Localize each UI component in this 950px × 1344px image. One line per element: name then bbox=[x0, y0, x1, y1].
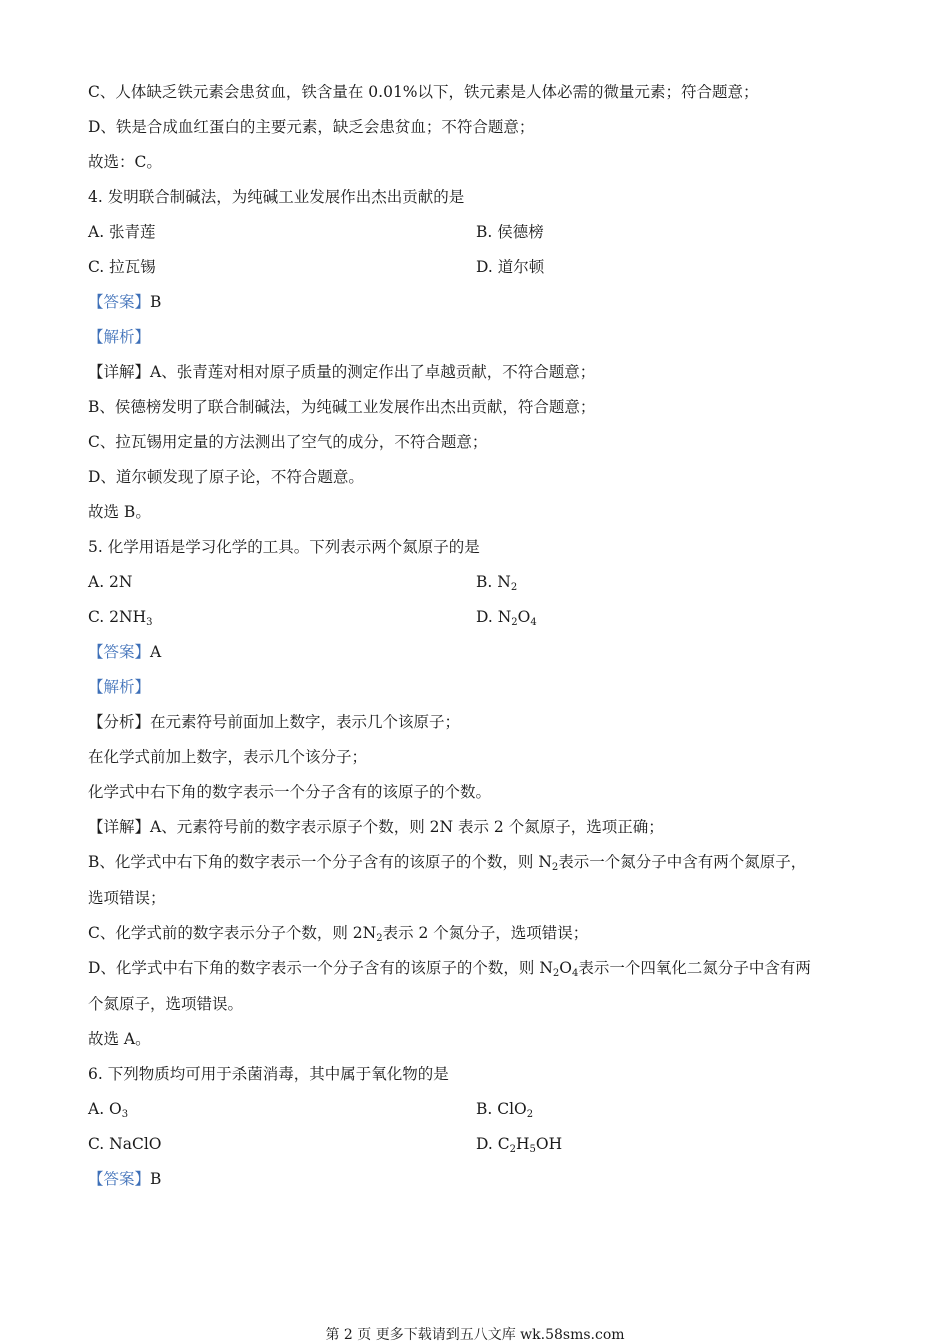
q5-jiexi: 【解析】 bbox=[88, 678, 151, 696]
q4-option-c: C. 拉瓦锡 bbox=[88, 258, 156, 276]
answer-value: B bbox=[150, 293, 162, 311]
q5-answer bbox=[88, 642, 161, 662]
q6-option-c: C. NaClO bbox=[88, 1135, 162, 1153]
q5-detail-2: B、化学式中右下角的数字表示一个分子含有的该原子的个数，则 $N_2$表示一个氮分子中含有两个氮原子， bbox=[88, 853, 807, 873]
q5-option-b: B. $N_2$ bbox=[476, 573, 518, 593]
q5-detail-4: D、化学式中右下角的数字表示一个分子含有的该原子的个数，则 $N_2O_4$表示一个四氧化二氮分子中含有两 bbox=[88, 959, 811, 979]
q5-detail-1: 【详解】A、元素符号前的数字表示原子个数，则 2N 表示 2 个氮原子，选项正确； bbox=[88, 818, 664, 836]
q4-conclusion: 故选 B。 bbox=[88, 503, 151, 521]
q5-option-d: D. $N_2O_4$ bbox=[476, 608, 537, 628]
q5-analysis-3: 化学式中右下角的数字表示一个分子含有的该原子的个数。 bbox=[88, 783, 492, 801]
q5-detail-3: C、化学式前的数字表示分子个数，则 $2N_2$表示 2 个氮分子，选项错误； bbox=[88, 924, 589, 944]
q4-option-b: B. 侯德榜 bbox=[476, 223, 544, 241]
answer-label: 【答案】 bbox=[88, 1170, 151, 1188]
line-1: C、人体缺乏铁元素会患贫血，铁含量在 0.01%以下，铁元素是人体必需的微量元素；符合题意； bbox=[88, 83, 759, 101]
page-footer: 第 2 页 更多下载请到五八文库 wk.58sms.com bbox=[325, 1327, 625, 1343]
q4-answer bbox=[88, 292, 161, 312]
q4-option-d: D. 道尔顿 bbox=[476, 258, 545, 276]
q5-option-a: A. 2N bbox=[88, 573, 133, 591]
q6-answer bbox=[88, 1169, 161, 1189]
q4-detail-4: D、道尔顿发现了原子论，不符合题意。 bbox=[88, 468, 364, 486]
question-4: 4. 发明联合制碱法，为纯碱工业发展作出杰出贡献的是 bbox=[88, 188, 465, 206]
line-2: D、铁是合成血红蛋白的主要元素，缺乏会患贫血；不符合题意； bbox=[88, 118, 535, 136]
q6-option-a: A. $O_3$ bbox=[88, 1100, 129, 1120]
question-5: 5. 化学用语是学习化学的工具。下列表示两个氮原子的是 bbox=[88, 538, 480, 556]
question-6: 6. 下列物质均可用于杀菌消毒，其中属于氧化物的是 bbox=[88, 1065, 449, 1083]
q5-analysis-1: 【分析】在元素符号前面加上数字，表示几个该原子； bbox=[88, 713, 461, 731]
answer-value: B bbox=[150, 1170, 162, 1188]
q4-option-a: A. 张青莲 bbox=[88, 223, 156, 241]
answer-label: 【答案】 bbox=[88, 293, 151, 311]
q4-detail-1: 【详解】A、张青莲对相对原子质量的测定作出了卓越贡献，不符合题意； bbox=[88, 363, 596, 381]
answer-label: 【答案】 bbox=[88, 643, 151, 661]
q5-conclusion: 故选 A。 bbox=[88, 1030, 151, 1048]
q4-jiexi: 【解析】 bbox=[88, 328, 151, 346]
q4-detail-2: B、侯德榜发明了联合制碱法，为纯碱工业发展作出杰出贡献，符合题意； bbox=[88, 398, 596, 416]
q5-detail-4-cont: 个氮原子，选项错误。 bbox=[88, 995, 244, 1013]
q5-option-c: C. $2NH_3$ bbox=[88, 608, 153, 628]
answer-value: A bbox=[150, 643, 162, 661]
q6-option-b: B. ClO$_2$ bbox=[476, 1100, 534, 1120]
q6-option-d: D. $C_2H_5OH$ bbox=[476, 1135, 563, 1155]
q5-detail-2-cont: 选项错误； bbox=[88, 889, 166, 907]
line-3: 故选：C。 bbox=[88, 153, 162, 171]
q5-analysis-2: 在化学式前加上数字，表示几个该分子； bbox=[88, 748, 368, 766]
q4-detail-3: C、拉瓦锡用定量的方法测出了空气的成分，不符合题意； bbox=[88, 433, 488, 451]
